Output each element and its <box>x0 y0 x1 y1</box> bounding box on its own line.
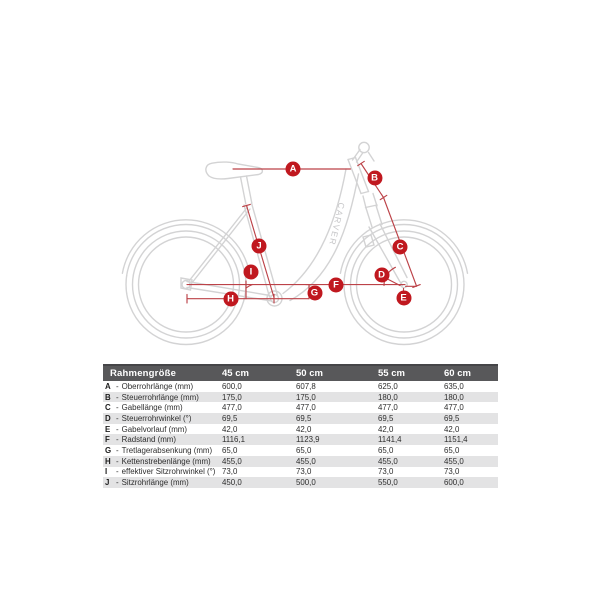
row-value-50: 69,5 <box>296 413 312 423</box>
row-value-45: 73,0 <box>222 467 238 477</box>
row-value-60: 1151,4 <box>444 435 468 445</box>
table-row <box>103 392 498 403</box>
row-value-45: 477,0 <box>222 403 242 413</box>
row-value-55: 477,0 <box>378 403 398 413</box>
row-value-60: 42,0 <box>444 424 460 434</box>
row-value-55: 1141,4 <box>378 435 402 445</box>
row-label: Tretlagerabsenkung (mm) <box>121 445 213 455</box>
header-size-45: 45 cm <box>222 368 249 379</box>
row-value-50: 65,0 <box>296 445 312 455</box>
table-row <box>103 434 498 445</box>
table-row <box>103 456 498 467</box>
front-wheel <box>340 220 467 345</box>
row-value-45: 450,0 <box>222 478 242 488</box>
row-value-60: 73,0 <box>444 467 460 477</box>
row-value-60: 477,0 <box>444 403 464 413</box>
row-value-50: 500,0 <box>296 478 316 488</box>
row-separator: - <box>116 403 119 413</box>
row-label: Sitzrohrlänge (mm) <box>121 478 189 488</box>
table-row <box>103 381 498 392</box>
row-value-45: 42,0 <box>222 424 238 434</box>
row-label: Gabellänge (mm) <box>121 403 183 413</box>
table-row <box>103 477 498 488</box>
brand-text: CARVER <box>327 201 347 247</box>
row-value-50: 455,0 <box>296 456 316 466</box>
row-key: A <box>105 381 111 391</box>
row-separator: - <box>116 478 119 488</box>
header-frame-size: Rahmengröße <box>110 368 177 379</box>
row-label: Steuerrohrlänge (mm) <box>121 392 199 402</box>
row-value-50: 477,0 <box>296 403 316 413</box>
marker-j-badge: J <box>252 238 267 253</box>
row-value-60: 600,0 <box>444 478 464 488</box>
marker-c-badge: C <box>393 239 408 254</box>
handlebar-grip <box>359 142 369 152</box>
row-separator: - <box>116 445 119 455</box>
row-value-45: 69,5 <box>222 413 238 423</box>
row-value-50: 42,0 <box>296 424 312 434</box>
row-key: B <box>105 392 111 402</box>
row-value-60: 455,0 <box>444 456 464 466</box>
row-value-50: 607,8 <box>296 381 316 391</box>
marker-i-badge: I <box>244 265 259 280</box>
row-separator: - <box>116 424 119 434</box>
marker-g-badge: G <box>307 285 322 300</box>
row-value-45: 65,0 <box>222 445 238 455</box>
row-value-60: 635,0 <box>444 381 464 391</box>
marker-h-badge: H <box>223 292 238 307</box>
row-key: J <box>105 478 110 488</box>
rear-wheel <box>122 220 249 345</box>
row-separator: - <box>116 435 119 445</box>
row-key: G <box>105 445 112 455</box>
marker-f-badge: F <box>329 278 344 293</box>
table-header <box>103 364 498 381</box>
row-key: C <box>105 403 111 413</box>
header-size-60: 60 cm <box>444 368 471 379</box>
row-label: Gabelvorlauf (mm) <box>121 424 187 434</box>
row-value-45: 455,0 <box>222 456 242 466</box>
table-row <box>103 402 498 413</box>
row-key: H <box>105 456 111 466</box>
row-value-45: 600,0 <box>222 381 242 391</box>
row-key: D <box>105 413 111 423</box>
row-value-55: 42,0 <box>378 424 394 434</box>
marker-d-badge: D <box>374 267 389 282</box>
row-separator: - <box>116 381 119 391</box>
row-value-45: 175,0 <box>222 392 242 402</box>
row-key: F <box>105 435 110 445</box>
table-row <box>103 424 498 435</box>
head-tube-and-stem <box>348 142 374 193</box>
row-key: E <box>105 424 111 434</box>
geometry-table <box>103 364 498 488</box>
row-value-55: 455,0 <box>378 456 398 466</box>
row-value-60: 69,5 <box>444 413 460 423</box>
table-row <box>103 467 498 478</box>
saddle <box>206 162 263 179</box>
row-value-55: 69,5 <box>378 413 394 423</box>
row-label: Steuerrohrwinkel (°) <box>121 413 192 423</box>
dimension-lines <box>187 161 420 303</box>
seat-tube-and-saddle <box>206 162 278 297</box>
marker-a-badge: A <box>286 162 301 177</box>
row-value-55: 625,0 <box>378 381 398 391</box>
row-value-60: 180,0 <box>444 392 464 402</box>
row-value-55: 180,0 <box>378 392 398 402</box>
table-row <box>103 445 498 456</box>
row-value-45: 1116,1 <box>222 435 245 445</box>
row-label: Radstand (mm) <box>121 435 177 445</box>
header-size-55: 55 cm <box>378 368 405 379</box>
row-value-50: 175,0 <box>296 392 316 402</box>
marker-e-badge: E <box>396 291 411 306</box>
row-label: Oberrohrlänge (mm) <box>121 381 194 391</box>
marker-b-badge: B <box>367 171 382 186</box>
row-separator: - <box>116 456 119 466</box>
table-rows <box>103 381 498 488</box>
row-value-60: 65,0 <box>444 445 460 455</box>
row-value-50: 1123,9 <box>296 435 320 445</box>
table-row <box>103 413 498 424</box>
row-separator: - <box>116 413 119 423</box>
rear-triangle <box>181 207 272 301</box>
row-label: Kettenstrebenlänge (mm) <box>121 456 211 466</box>
brake-lever <box>369 153 375 162</box>
row-separator: - <box>116 392 119 402</box>
row-label: effektiver Sitzrohrwinkel (°) <box>121 467 216 477</box>
row-separator: - <box>116 467 119 477</box>
row-value-55: 73,0 <box>378 467 394 477</box>
row-key: I <box>105 467 108 477</box>
row-value-55: 550,0 <box>378 478 398 488</box>
row-value-55: 65,0 <box>378 445 394 455</box>
row-value-50: 73,0 <box>296 467 312 477</box>
header-size-50: 50 cm <box>296 368 323 379</box>
